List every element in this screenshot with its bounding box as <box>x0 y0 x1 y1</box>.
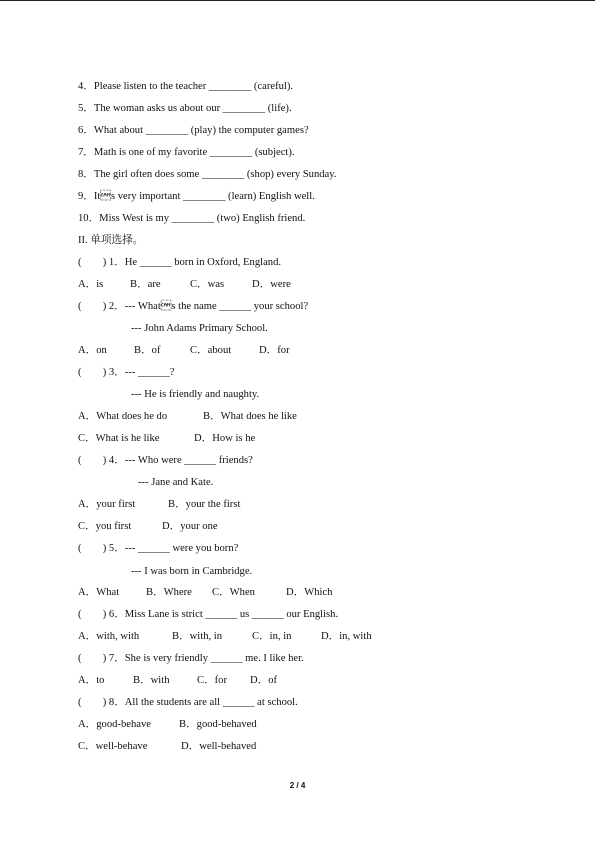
question-4-option-c: C．you first <box>78 521 132 532</box>
question-1-stem: ( ) 1．He ______ born in Oxford, England. <box>78 257 282 268</box>
question-5-stem: ( ) 5．--- ______ were you born? <box>78 543 239 554</box>
question-5-option-a: A．What <box>78 587 120 598</box>
question-4-reply: --- Jane and Kate. <box>138 477 214 488</box>
question-2-option-b: B．of <box>134 345 161 356</box>
header-rule <box>0 0 595 1</box>
question-6-option-d: D．in, with <box>321 631 372 642</box>
question-6-stem: ( ) 6．Miss Lane is strict ______ us ______ our English. <box>78 609 339 620</box>
question-8-option-a: A．good-behave <box>78 719 151 730</box>
question-4-option-a: A．your first <box>78 499 136 510</box>
question-3-option-b: B．What does he like <box>203 411 297 422</box>
fill-in-item-5: 5．The woman asks us about our ________ (life). <box>78 103 292 114</box>
question-6-option-a: A．with, with <box>78 631 140 642</box>
question-1-option-a: A．is <box>78 279 104 290</box>
question-5-option-d: D．Which <box>286 587 333 598</box>
question-2-option-a: A．on <box>78 345 107 356</box>
question-1-option-d: D．were <box>252 279 291 290</box>
question-4-option-b: B．your the first <box>168 499 241 510</box>
question-3-option-d: D．How is he <box>194 433 256 444</box>
question-3-option-c: C．What is he like <box>78 433 160 444</box>
fill-in-item-8: 8．The girl often does some ________ (shop) every Sunday. <box>78 169 337 180</box>
question-2-stem: ( ) 2．--- Whats the name ______ your school? <box>78 301 309 312</box>
question-7-stem: ( ) 7．She is very friendly ______ me. I like her. <box>78 653 304 664</box>
question-3-option-a: A．What does he do <box>78 411 168 422</box>
question-3-reply: --- He is friendly and naughty. <box>131 389 260 400</box>
question-8-option-b: B．good-behaved <box>179 719 257 730</box>
fill-in-item-10: 10．Miss West is my ________ (two) English friend. <box>78 213 306 224</box>
question-1-option-b: B．are <box>130 279 161 290</box>
question-7-option-b: B．with <box>133 675 170 686</box>
page-number: 2 / 4 <box>289 781 306 790</box>
question-7-option-c: C．for <box>197 675 228 686</box>
fill-in-item-9: 9．Its very important ________ (learn) English well. <box>78 191 315 202</box>
question-2-reply: --- John Adams Primary School. <box>131 323 268 334</box>
question-2-option-d: D．for <box>259 345 290 356</box>
fill-in-item-7: 7．Math is one of my favorite ________ (subject). <box>78 147 295 158</box>
question-7-option-d: D．of <box>250 675 278 686</box>
question-8-option-d: D．well-behaved <box>181 741 257 752</box>
question-6-option-b: B．with, in <box>172 631 223 642</box>
question-4-stem: ( ) 4．--- Who were ______ friends? <box>78 455 253 466</box>
question-5-option-c: C．When <box>212 587 255 598</box>
question-8-stem: ( ) 8．All the students are all ______ at school. <box>78 697 298 708</box>
question-4-option-d: D．your one <box>162 521 218 532</box>
section-title: II. 单项选择。 <box>78 235 144 246</box>
question-5-reply: --- I was born in Cambridge. <box>131 566 253 577</box>
question-2-option-c: C．about <box>190 345 232 356</box>
fill-in-item-4: 4．Please listen to the teacher ________ (careful). <box>78 81 294 92</box>
question-8-option-c: C．well-behave <box>78 741 148 752</box>
question-6-option-c: C．in, in <box>252 631 292 642</box>
question-7-option-a: A．to <box>78 675 105 686</box>
question-3-stem: ( ) 3．--- ______? <box>78 367 175 378</box>
question-5-option-b: B．Where <box>146 587 192 598</box>
question-1-option-c: C．was <box>190 279 225 290</box>
fill-in-item-6: 6．What about ________ (play) the computer games? <box>78 125 309 136</box>
